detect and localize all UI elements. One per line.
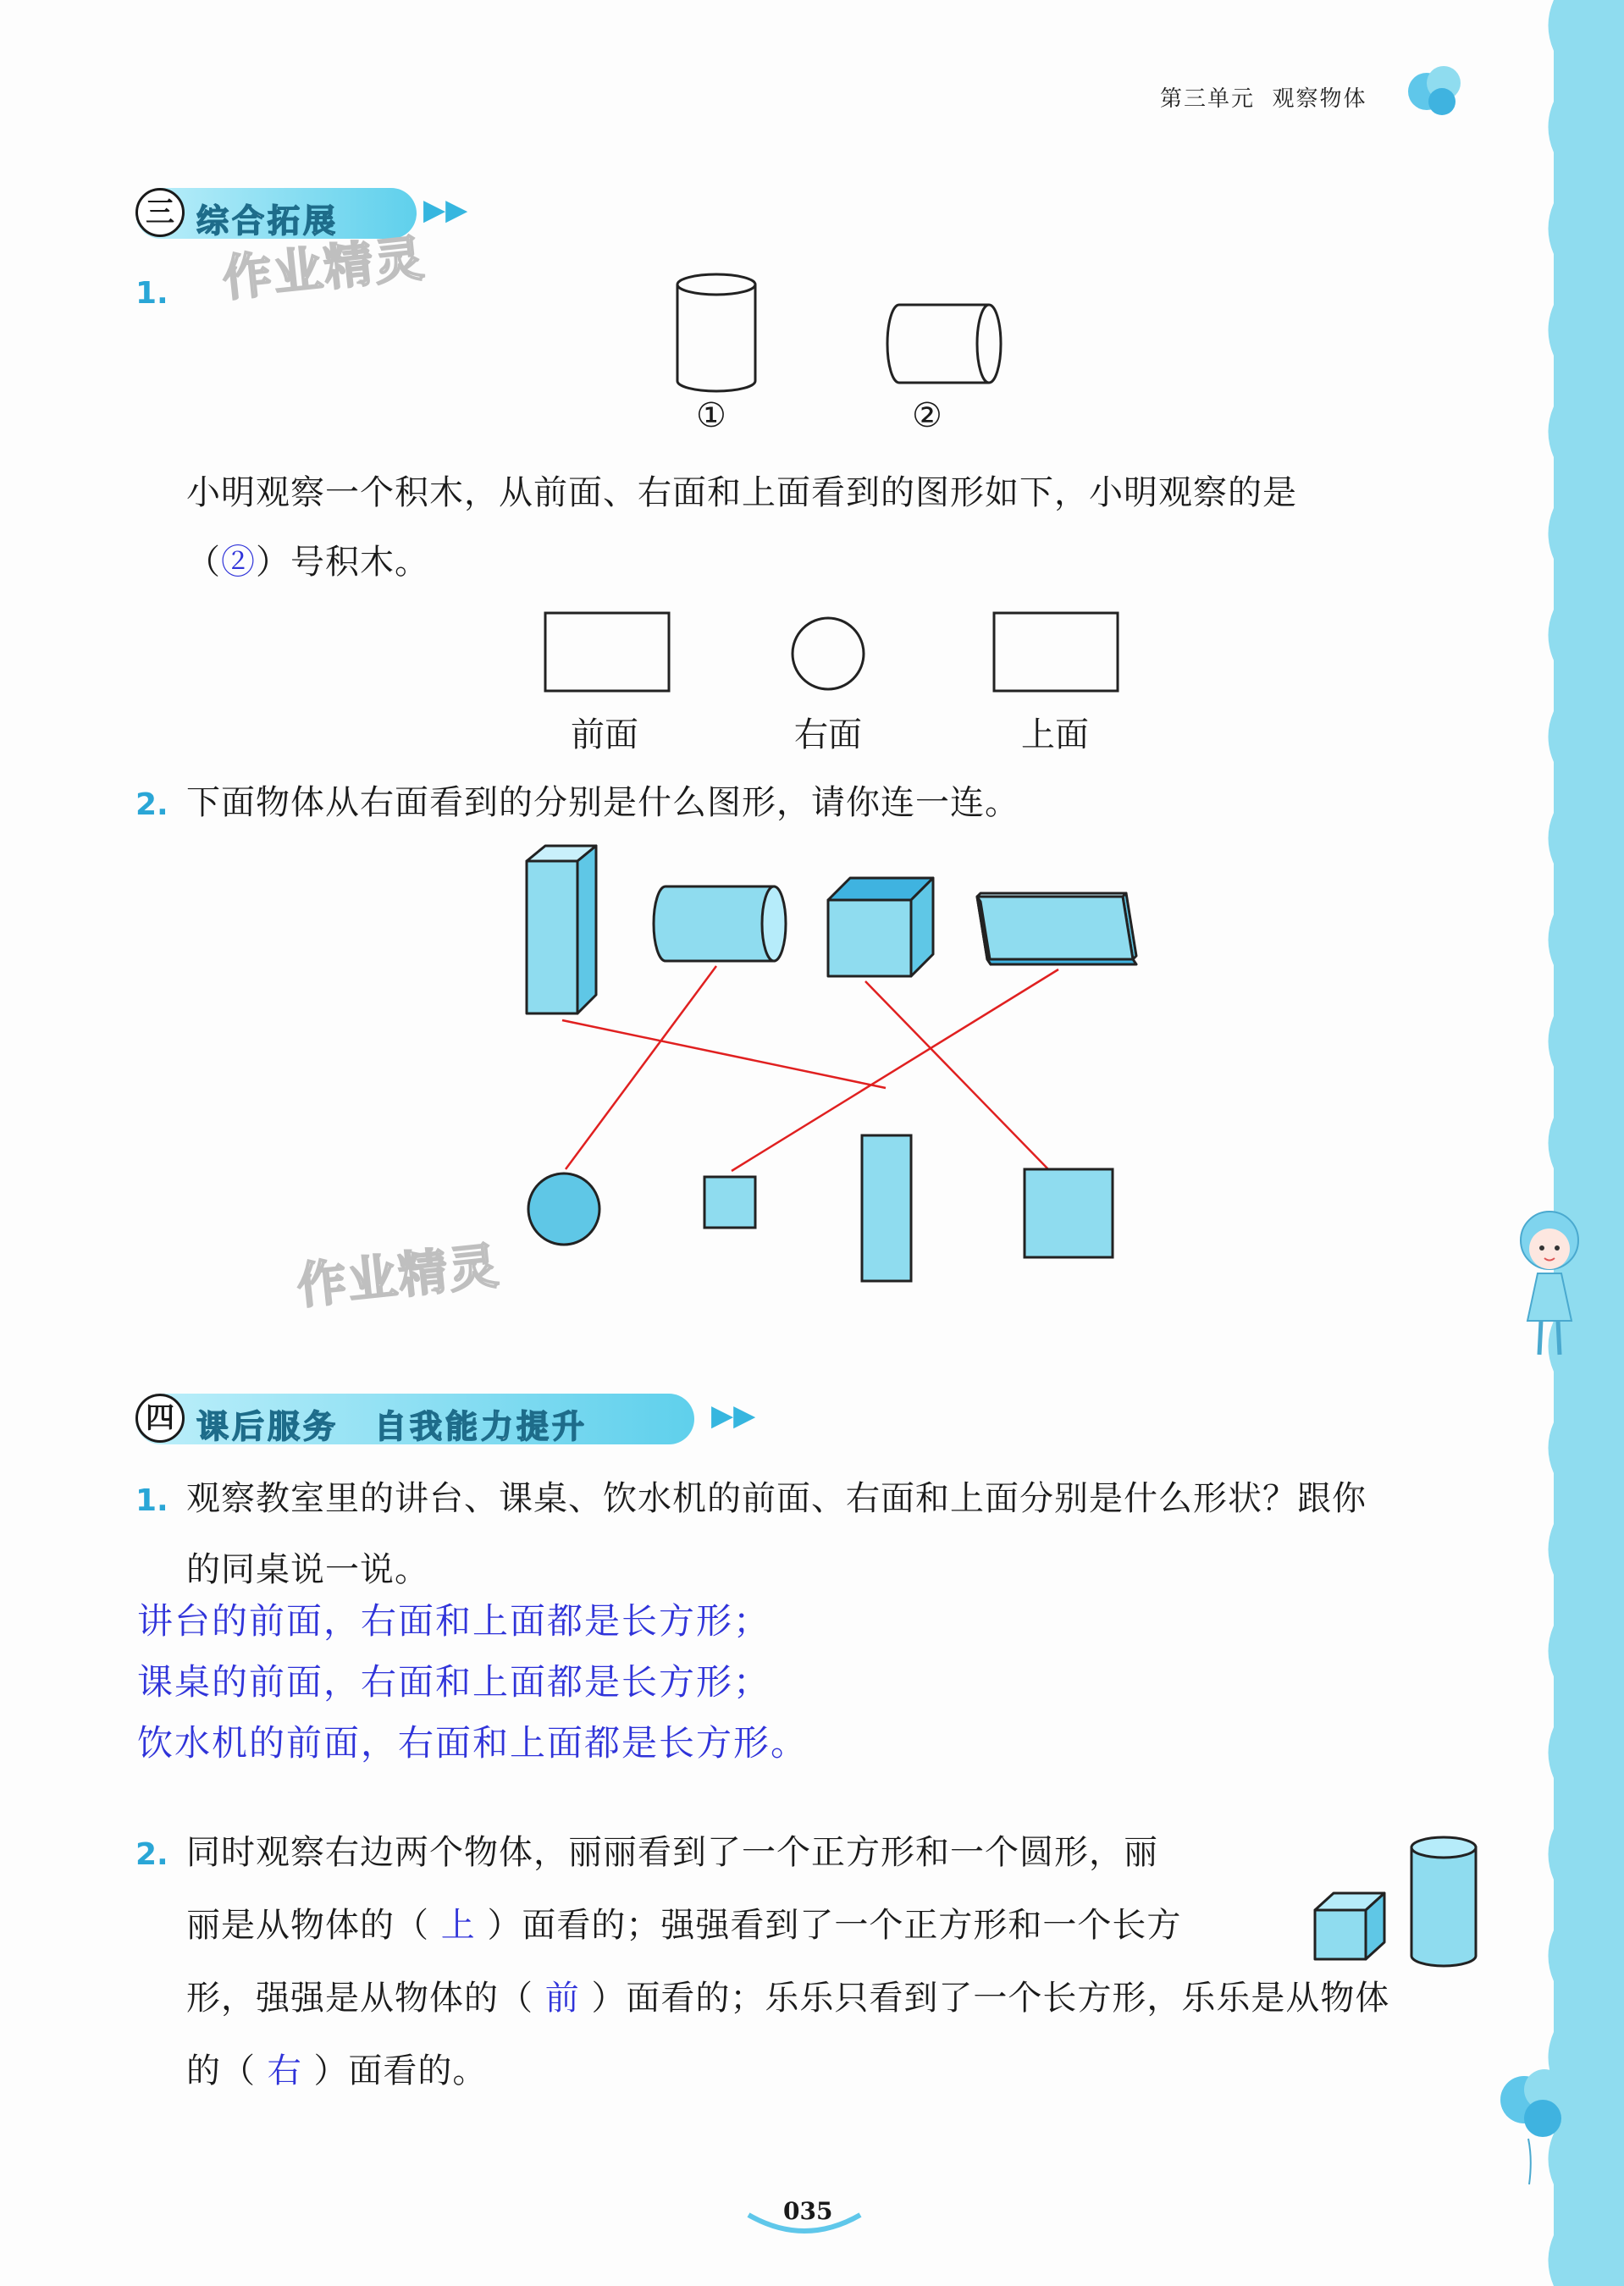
answer-tall-rectangle-shape: [862, 1135, 911, 1281]
matching-figure: [516, 842, 1143, 1300]
question-text-line: （②）号积木。: [186, 543, 429, 582]
section-number: 三: [135, 188, 185, 237]
view-label-right: 右面: [794, 715, 862, 754]
top-view-rectangle: [994, 613, 1118, 691]
answer-large-square-shape: [1025, 1169, 1113, 1257]
question-text-line: 丽是从物体的（ 上 ）面看的；强强看到了一个正方形和一个长方: [186, 1906, 1182, 1945]
question-text-line: 下面物体从右面看到的分别是什么图形，请你连一连。: [186, 783, 1019, 822]
page-number: 035: [783, 2197, 833, 2225]
three-views-figure: [542, 610, 1135, 703]
tall-prism-shape: [527, 846, 596, 1013]
page-number-ornament: [745, 2210, 864, 2244]
question-text-line: 观察教室里的讲台、课桌、饮水机的前面、右面和上面分别是什么形状？跟你: [186, 1479, 1367, 1518]
watermark: 作业精灵: [294, 1236, 503, 1316]
section-banner-4: [135, 1394, 694, 1444]
balloon-icon: [1401, 58, 1469, 125]
handwritten-answer-line: 饮水机的前面，右面和上面都是长方形。: [137, 1722, 809, 1764]
upright-cylinder-shape: [677, 274, 755, 391]
handwritten-answer-line: 课桌的前面，右面和上面都是长方形；: [137, 1661, 771, 1703]
topic-label: 观察物体: [1272, 86, 1367, 112]
right-view-circle: [793, 618, 864, 689]
watermark: 作业精灵: [219, 229, 428, 308]
answer-blank: 前: [544, 1979, 580, 2018]
view-label-top: 上面: [1021, 715, 1089, 754]
double-arrow-icon: ▶▶: [711, 1399, 756, 1433]
flat-prism-shape: [977, 893, 1136, 964]
small-cube-shape: [1315, 1893, 1384, 1959]
running-header: [1160, 81, 1367, 113]
question-number: 2.: [135, 1837, 168, 1872]
question-number: 2.: [135, 787, 168, 822]
cartoon-girl-icon: [1507, 1202, 1592, 1372]
side-band-wavy-edge: [1543, 0, 1565, 2286]
answer-small-square-shape: [704, 1177, 755, 1228]
section-title: 课后服务 自我能力提升: [196, 1408, 588, 1445]
match-line: [562, 1020, 886, 1088]
answer-blank: 上: [440, 1906, 476, 1945]
section-title: 综合拓展: [196, 202, 340, 240]
balloons-icon: [1490, 2057, 1575, 2193]
cube-shape: [828, 878, 933, 976]
question-text-line: 同时观察右边两个物体，丽丽看到了一个正方形和一个圆形，丽: [186, 1833, 1158, 1872]
answer-blank: 右: [267, 2051, 302, 2090]
question-number: 1.: [135, 276, 168, 311]
answer-circle-shape: [528, 1173, 599, 1245]
answer-blank: ②: [221, 543, 256, 582]
question-text-line: 小明观察一个积木，从前面、右面和上面看到的图形如下，小明观察的是: [186, 473, 1297, 512]
question-text-line: 的同桌说一说。: [186, 1550, 429, 1589]
lying-cylinder-solid-shape: [654, 886, 786, 961]
lying-cylinder-shape: [887, 305, 1001, 383]
section-number: 四: [135, 1394, 185, 1443]
question-text-line: 的（ 右 ）面看的。: [186, 2051, 488, 2090]
option-label-1: ①: [696, 396, 726, 435]
cylinder-shape: [1411, 1837, 1476, 1966]
unit-label: 第三单元: [1160, 86, 1256, 112]
matching-lines: [562, 966, 1058, 1171]
option-label-2: ②: [912, 396, 942, 435]
handwritten-answer-line: 讲台的前面，右面和上面都是长方形；: [137, 1600, 771, 1642]
cube-and-cylinder-figure: [1308, 1829, 1494, 1990]
front-view-rectangle: [545, 613, 669, 691]
double-arrow-icon: ▶▶: [423, 193, 468, 227]
question-text-line: 形，强强是从物体的（ 前 ）面看的；乐乐只看到了一个长方形，乐乐是从物体: [186, 1979, 1390, 2018]
view-label-front: 前面: [571, 715, 638, 754]
question-number: 1.: [135, 1483, 168, 1518]
